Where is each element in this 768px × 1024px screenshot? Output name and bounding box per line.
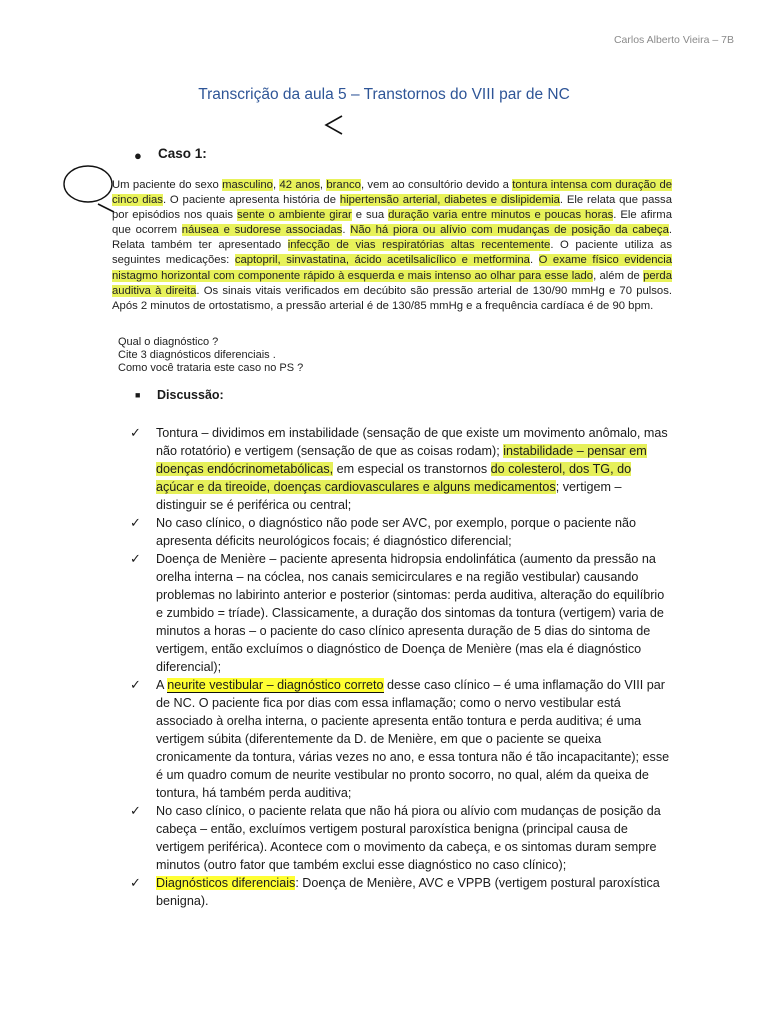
case-questions xyxy=(118,336,303,375)
header-author: Carlos Alberto Vieira – 7B xyxy=(613,34,734,46)
discussion-item: ✓ A neurite vestibular – diagnóstico correto desse caso clínico – é uma inflamação do VIII par de NC. O paciente fica por dias com essa inflamação; como o nervo vestibular está associado à orelha interna, o paciente apresenta então tontura e perda auditiva; é uma vertigem súbita (diferentemente da D. de Menière, em que o paciente se queixa cronicamente da tontura, várias vezes no ano, e essa tontura não é tão incapacitante); esse é um quadro comum de neurite vestibular no pronto socorro, no qual, além da queixa de tontura, há também perda auditiva; xyxy=(130,677,670,800)
handwritten-title-arrow xyxy=(322,114,346,136)
checkmark-icon: ✓ xyxy=(130,551,141,566)
checkmark-icon: ✓ xyxy=(130,515,141,530)
discussion-item: ✓ Diagnósticos diferenciais: Doença de Menière, AVC e VPPB (vertigem postural paroxística benigna). xyxy=(130,875,660,908)
question-2: Cite 3 diagnósticos diferenciais . xyxy=(118,349,276,361)
case-bullet-icon: ● xyxy=(134,148,142,163)
discussion-bullet-icon: ■ xyxy=(135,390,141,400)
discussion-item: ✓ Doença de Menière – paciente apresenta hidropsia endolinfática (aumento da pressão na orelha interna – na cóclea, nos canais semicirculares e na região vestibular) causando problemas no labirinto anterior e posterior (sintomas: perda auditiva, alteração do equilíbrio e zumbido = tríade). Classicamente, a duração dos sintomas da tontura (vertigem) varia de minutos a horas – o paciente do caso clínico apresenta duração de 5 dias do sintoma de vertigem, então excluímos o diagnóstico de Doença de Menière (mas ela é diagnóstico diferencial); xyxy=(130,551,665,674)
discussion-item: ✓ No caso clínico, o paciente relata que não há piora ou alívio com mudanças de posição da cabeça – então, excluímos vertigem postural paroxística benigna (principal causa de vertigem periférica). Acontece com o movimento da cabeça, e os sintomas duram sempre minutos (outro fator que também exclui esse diagnóstico no caso clínico); xyxy=(130,803,661,872)
checkmark-icon: ✓ xyxy=(130,425,141,440)
case-label: Caso 1: xyxy=(158,146,207,161)
case-paragraph: Um paciente do sexo masculino, 42 anos, branco, vem ao consultório devido a tontura intensa com duração de cinco dias. O paciente apresenta história de hipertensão arterial, diabetes e dislipidemia. Ele relata que passa por episódios nos quais sente o ambiente girar e sua duração varia entre minutos e poucas horas. Ele afirma que ocorrem náusea e sudorese associadas. Não há piora ou alívio com mudanças de posição da cabeça. Relata também ter apresentado infecção de vias respiratórias altas recentemente. O paciente utiliza as seguintes medicações: captopril, sinvastatina, ácido acetilsalicílico e metformina. O exame físico evidencia nistagmo horizontal com componente rápido à esquerda e mais intenso ao olhar para esse lado, além de perda auditiva à direita. Os sinais vitais verificados em decúbito são pressão arterial de 130/90 mmHg e 70 pulsos. Após 2 minutos de ortostatismo, a pressão arterial é de 130/85 mmHg e a frequência cardíaca é de 90 bpm. xyxy=(112,179,673,312)
discussion-label: Discussão: xyxy=(157,388,224,402)
discussion-item: ✓ Tontura – dividimos em instabilidade (sensação de que existe um movimento anômalo, mas não rotatório) e vertigem (sensação de que as coisas rodam); instabilidade – pensar em doenças endócrinometabólicas, em especial os transtornos do colesterol, dos TG, do açúcar e da tireoide, doenças cardiovasculares e alguns medicamentos; vertigem – distinguir se é periférica ou central; xyxy=(130,425,668,512)
question-1: Qual o diagnóstico ? xyxy=(118,336,219,348)
discussion-item: ✓ No caso clínico, o diagnóstico não pode ser AVC, por exemplo, porque o paciente não apresenta déficits neurológicos focais; é diagnóstico diferencial; xyxy=(130,515,637,548)
checkmark-icon: ✓ xyxy=(130,803,141,818)
question-3: Como você trataria este caso no PS ? xyxy=(118,362,304,374)
checkmark-icon: ✓ xyxy=(130,875,141,890)
page-title: Transcrição da aula 5 – Transtornos do VIII par de NC xyxy=(198,86,570,103)
checkmark-icon: ✓ xyxy=(130,677,141,692)
handwritten-margin-arrow xyxy=(60,160,120,220)
discussion-items xyxy=(130,424,670,910)
